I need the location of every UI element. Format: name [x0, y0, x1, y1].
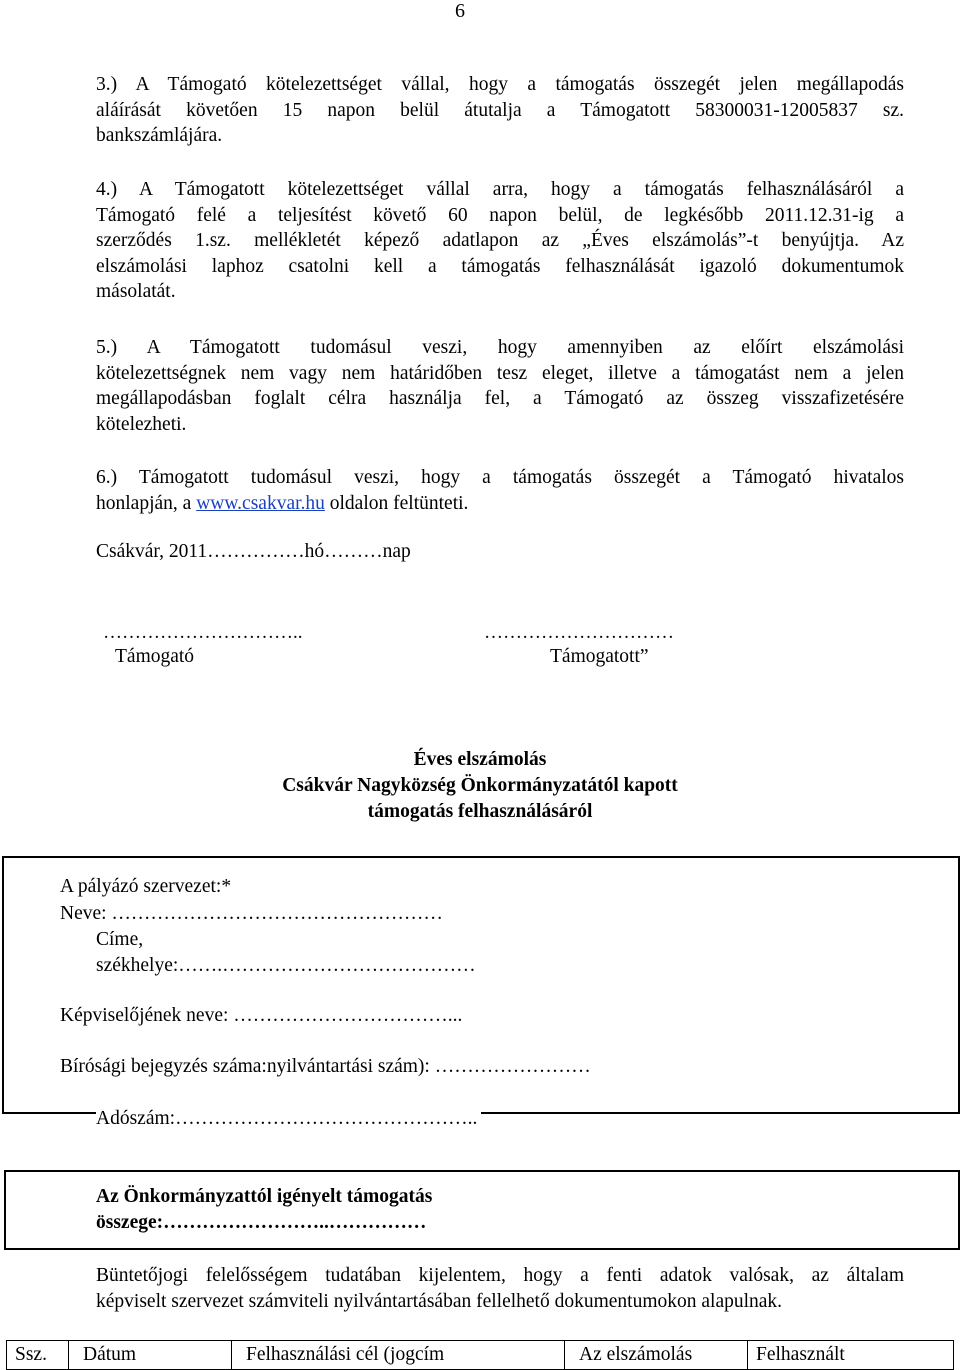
paragraph-5-line: kötelezettségnek nem vagy nem határidőben tesz eleget, illetve a támogatást nem a jelen — [96, 362, 904, 384]
date-line: Csákvár, 2011……………hó………nap — [96, 541, 411, 562]
requested-amount-box — [4, 1170, 960, 1250]
report-subtitle: támogatás felhasználásáról — [367, 801, 593, 822]
signature-label-supporter: Támogató — [115, 646, 195, 667]
expense-table — [6, 1340, 954, 1370]
declaration-line: Büntetőjogi felelősségem tudatában kijelentem, hogy a fenti adatok valósak, az általam — [96, 1265, 904, 1286]
paragraph-4-line: 4.) A Támogatott kötelezettséget vállal arra, hogy a támogatás felhasználásáról a — [96, 179, 904, 200]
paragraph-4-line: szerződés 1.sz. mellékletét képező adatlapon az „Éves elszámolás”-t benyújtja. Az — [96, 230, 904, 252]
signature-label-supported: Támogatott” — [550, 646, 649, 667]
requested-amount-label: Az Önkormányzattól igényelt támogatás — [96, 1186, 433, 1207]
applicant-label: A pályázó szervezet:* — [60, 876, 232, 897]
paragraph-4-line: másolatát. — [96, 281, 176, 303]
table-header-cell: Felhasznált — [748, 1341, 954, 1370]
name-field: Neve: …………………………………………… — [60, 903, 443, 924]
paragraph-4 — [96, 177, 904, 305]
paragraph-5-line: 5.) A Támogatott tudomásul veszi, hogy amennyiben az előírt elszámolási — [96, 337, 904, 358]
paragraph-4-line: Támogató felé a teljesítést követő 60 napon belül, de legkésőbb 2011.12.31-ig a — [96, 204, 904, 226]
paragraph-6-text: honlapján, a — [96, 492, 197, 514]
paragraph-4-line: elszámolási laphoz csatolni kell a támogatás felhasználását igazoló dokumentumok — [96, 255, 904, 277]
seat-field: székhelye:…….………………………………… — [96, 955, 476, 976]
paragraph-6 — [96, 465, 904, 516]
court-registration-field: Bírósági bejegyzés száma:nyilvántartási szám): …………………… — [60, 1056, 591, 1077]
report-subtitle: Csákvár Nagyközség Önkormányzatától kapott — [282, 775, 678, 796]
paragraph-3 — [96, 72, 904, 149]
page-number: 6 — [455, 0, 465, 22]
signature-line-right: ………………………… — [484, 622, 674, 643]
paragraph-3-line: bankszámlájára. — [96, 125, 223, 147]
declaration-line: képviselt szervezet számviteli nyilvántartásában fellelhető dokumentumokon alapulnak. — [96, 1290, 783, 1312]
report-title: Éves elszámolás — [413, 749, 547, 770]
paragraph-3-line: aláírását követően 15 napon belül átutalja a Támogatott 58300031-12005837 sz. — [96, 99, 904, 121]
website-link[interactable]: www.csakvar.hu — [196, 492, 325, 514]
paragraph-5-line: megállapodásban foglalt célra használja fel, a Támogató az összeg visszafizetésére — [96, 388, 904, 410]
paragraph-6-text: oldalon feltünteti. — [324, 492, 469, 514]
representative-field: Képviselőjének neve: ……………………………... — [60, 1005, 463, 1026]
declaration — [96, 1263, 904, 1314]
paragraph-6-line — [96, 491, 904, 517]
table-header-cell: Felhasználási cél (jogcím — [232, 1341, 565, 1370]
requested-amount-value: összege:……………………..…………… — [96, 1212, 427, 1233]
paragraph-5 — [96, 335, 904, 437]
tax-number-field: Adószám:……………………………………….. — [96, 1108, 481, 1130]
paragraph-6-line: 6.) Támogatott tudomásul veszi, hogy a támogatás összegét a Támogató hivatalos — [96, 467, 904, 488]
table-header-row — [7, 1341, 954, 1370]
paragraph-5-line: kötelezheti. — [96, 413, 187, 435]
table-header-cell: Dátum — [69, 1341, 232, 1370]
table-header-cell: Ssz. — [7, 1341, 69, 1370]
table-header-cell: Az elszámolás — [565, 1341, 748, 1370]
signature-line-left: ………………………….. — [103, 622, 303, 643]
address-label: Címe, — [96, 929, 144, 950]
paragraph-3-line: 3.) A Támogató kötelezettséget vállal, hogy a támogatás összegét jelen megállapodás — [96, 74, 904, 95]
